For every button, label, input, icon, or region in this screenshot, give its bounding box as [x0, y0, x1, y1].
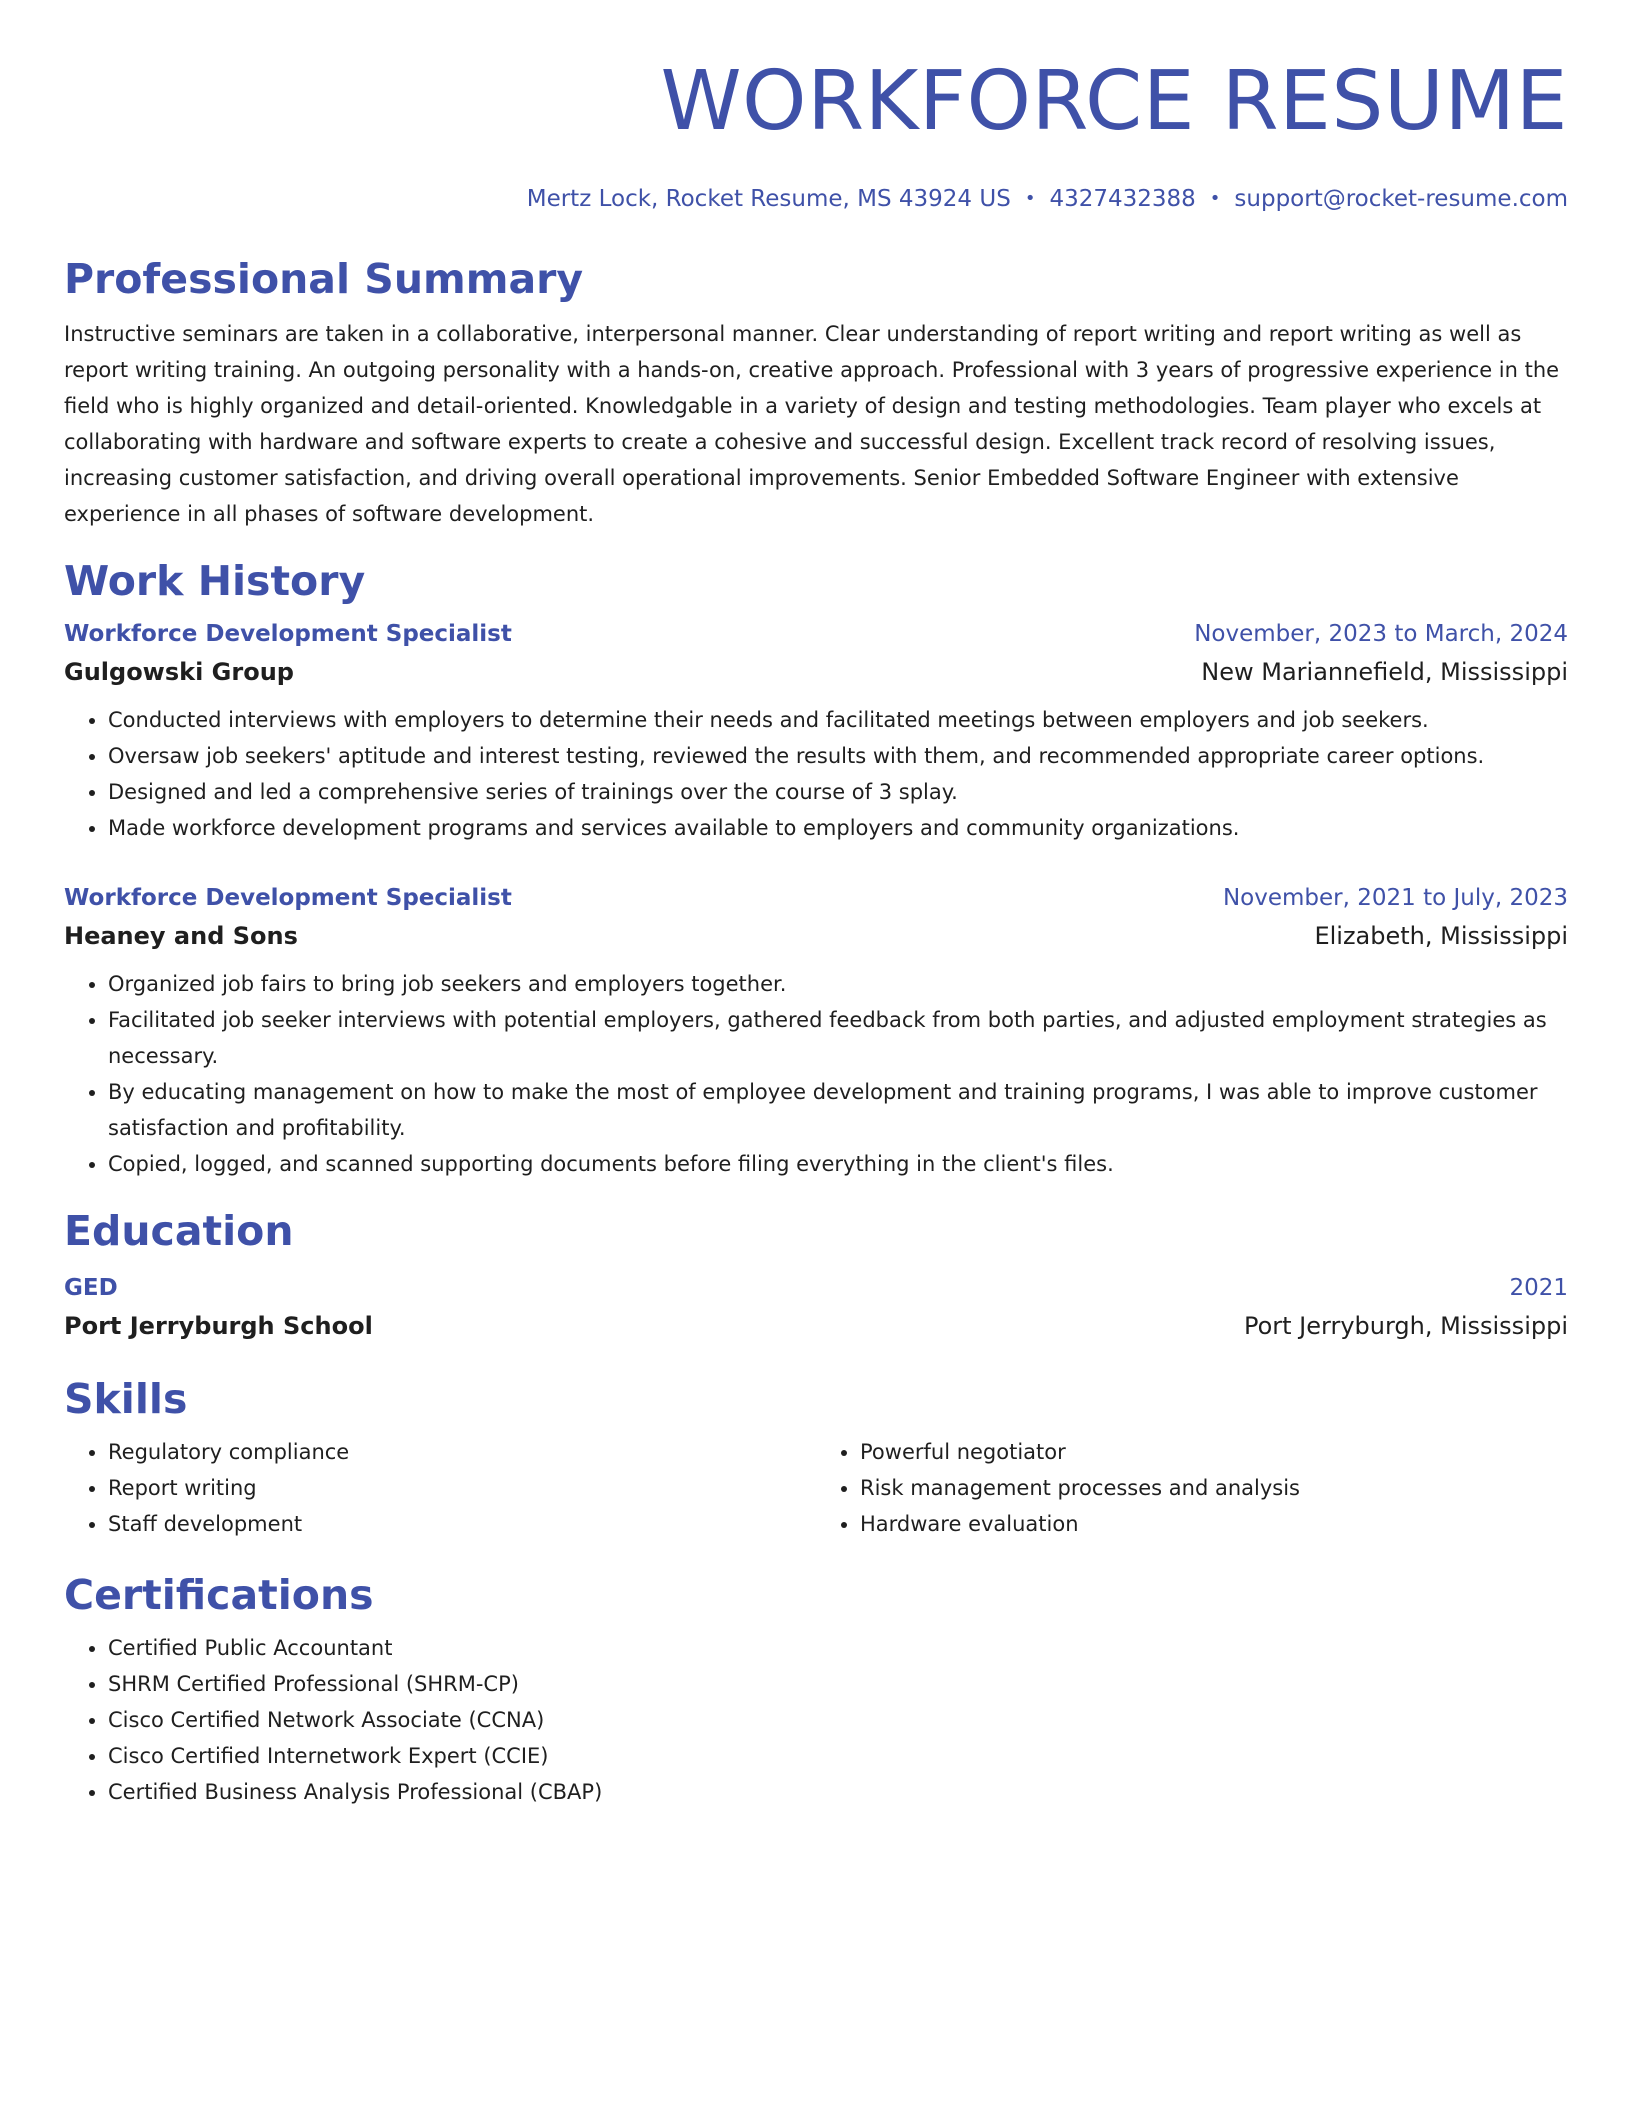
job-bullet: • By educating management on how to make the most of employee development and training programs, I was able to improve customer satisfaction and profitability. [108, 1074, 1568, 1146]
job-title: Workforce Development Specialist [64, 621, 512, 647]
job-bullet: • Organized job fairs to bring job seekers and employers together. [108, 966, 1568, 1002]
skills-list-right [816, 1434, 1568, 1542]
skills-heading: Skills [64, 1375, 188, 1423]
contact-address: Mertz Lock, Rocket Resume, MS 43924 US [526, 186, 1011, 212]
job-bullet: • Oversaw job seekers' aptitude and interest testing, reviewed the results with them, and recommended appropriate career options. [108, 738, 1568, 774]
skill-item: • Risk management processes and analysis [860, 1470, 1568, 1506]
certification-item: • Certified Public Accountant [108, 1630, 1568, 1666]
certification-item: • Cisco Certified Network Associate (CCNA) [108, 1702, 1568, 1738]
skill-item: • Staff development [108, 1506, 816, 1542]
skill-item: • Report writing [108, 1470, 816, 1506]
certifications-heading: Certifications [64, 1571, 374, 1619]
job-entry [64, 616, 1568, 846]
education-year: 2021 [1509, 1275, 1568, 1301]
contact-separator: • [1209, 188, 1221, 209]
job-entry [64, 880, 1568, 1182]
job-bullets [64, 966, 1568, 1182]
job-company: Gulgowski Group [64, 658, 294, 686]
job-bullet: • Facilitated job seeker interviews with potential employers, gathered feedback from both parties, and adjusted employment strategies as necessary. [108, 1002, 1568, 1074]
work-history-heading: Work History [64, 557, 366, 605]
certifications-section [64, 1570, 1568, 1810]
education-heading: Education [64, 1207, 294, 1255]
summary-section [64, 254, 1568, 532]
work-history-section [64, 556, 1568, 1182]
summary-text: Instructive seminars are taken in a collaborative, interpersonal manner. Clear understanding of report writing and report writing as well as report writing training. An outgoing personality with a hands-on, creative approach. Professional with 3 years of progressive experience in the field who is highly organized and detail-oriented. Knowledgable in a variety of design and testing methodologies. Team player who excels at collaborating with hardware and software experts to create a cohesive and successful design. Excellent track record of resolving issues, increasing customer satisfaction, and driving overall operational improvements. Senior Embedded Software Engineer with extensive experience in all phases of software development. [64, 322, 1560, 526]
skill-item: • Regulatory compliance [108, 1434, 816, 1470]
job-company: Heaney and Sons [64, 922, 298, 950]
summary-heading: Professional Summary [64, 255, 584, 303]
education-school: Port Jerryburgh School [64, 1312, 373, 1340]
contact-line [64, 184, 1568, 214]
skill-item: • Hardware evaluation [860, 1506, 1568, 1542]
job-bullet: • Copied, logged, and scanned supporting documents before filing everything in the client's files. [108, 1146, 1568, 1182]
skills-section [64, 1374, 1568, 1542]
skills-grid [64, 1434, 1568, 1542]
job-bullet: • Designed and led a comprehensive series of trainings over the course of 3 splay. [108, 774, 1568, 810]
contact-separator: • [1024, 188, 1036, 209]
job-location: Elizabeth, Mississippi [1314, 922, 1568, 950]
skills-list-left [64, 1434, 816, 1542]
job-location: New Mariannefield, Mississippi [1201, 658, 1568, 686]
education-section [64, 1206, 1568, 1346]
education-location: Port Jerryburgh, Mississippi [1243, 1312, 1568, 1340]
job-bullets [64, 702, 1568, 846]
resume-page [64, 0, 1568, 1810]
job-dates: November, 2021 to July, 2023 [1222, 885, 1568, 911]
job-bullet: • Conducted interviews with employers to determine their needs and facilitated meetings between employers and job seekers. [108, 702, 1568, 738]
certification-item: • SHRM Certified Professional (SHRM-CP) [108, 1666, 1568, 1702]
education-degree: GED [64, 1275, 118, 1301]
certification-item: • Cisco Certified Internetwork Expert (CCIE) [108, 1738, 1568, 1774]
certifications-list [64, 1630, 1568, 1810]
certification-item: • Certified Business Analysis Professional (CBAP) [108, 1774, 1568, 1810]
job-dates: November, 2023 to March, 2024 [1194, 621, 1568, 647]
job-bullet: • Made workforce development programs and services available to employers and community organizations. [108, 810, 1568, 846]
job-title: Workforce Development Specialist [64, 885, 512, 911]
skill-item: • Powerful negotiator [860, 1434, 1568, 1470]
contact-email: support@rocket-resume.com [1234, 186, 1568, 212]
resume-title: WORKFORCE RESUME [660, 54, 1568, 149]
contact-phone: 4327432388 [1049, 186, 1196, 212]
